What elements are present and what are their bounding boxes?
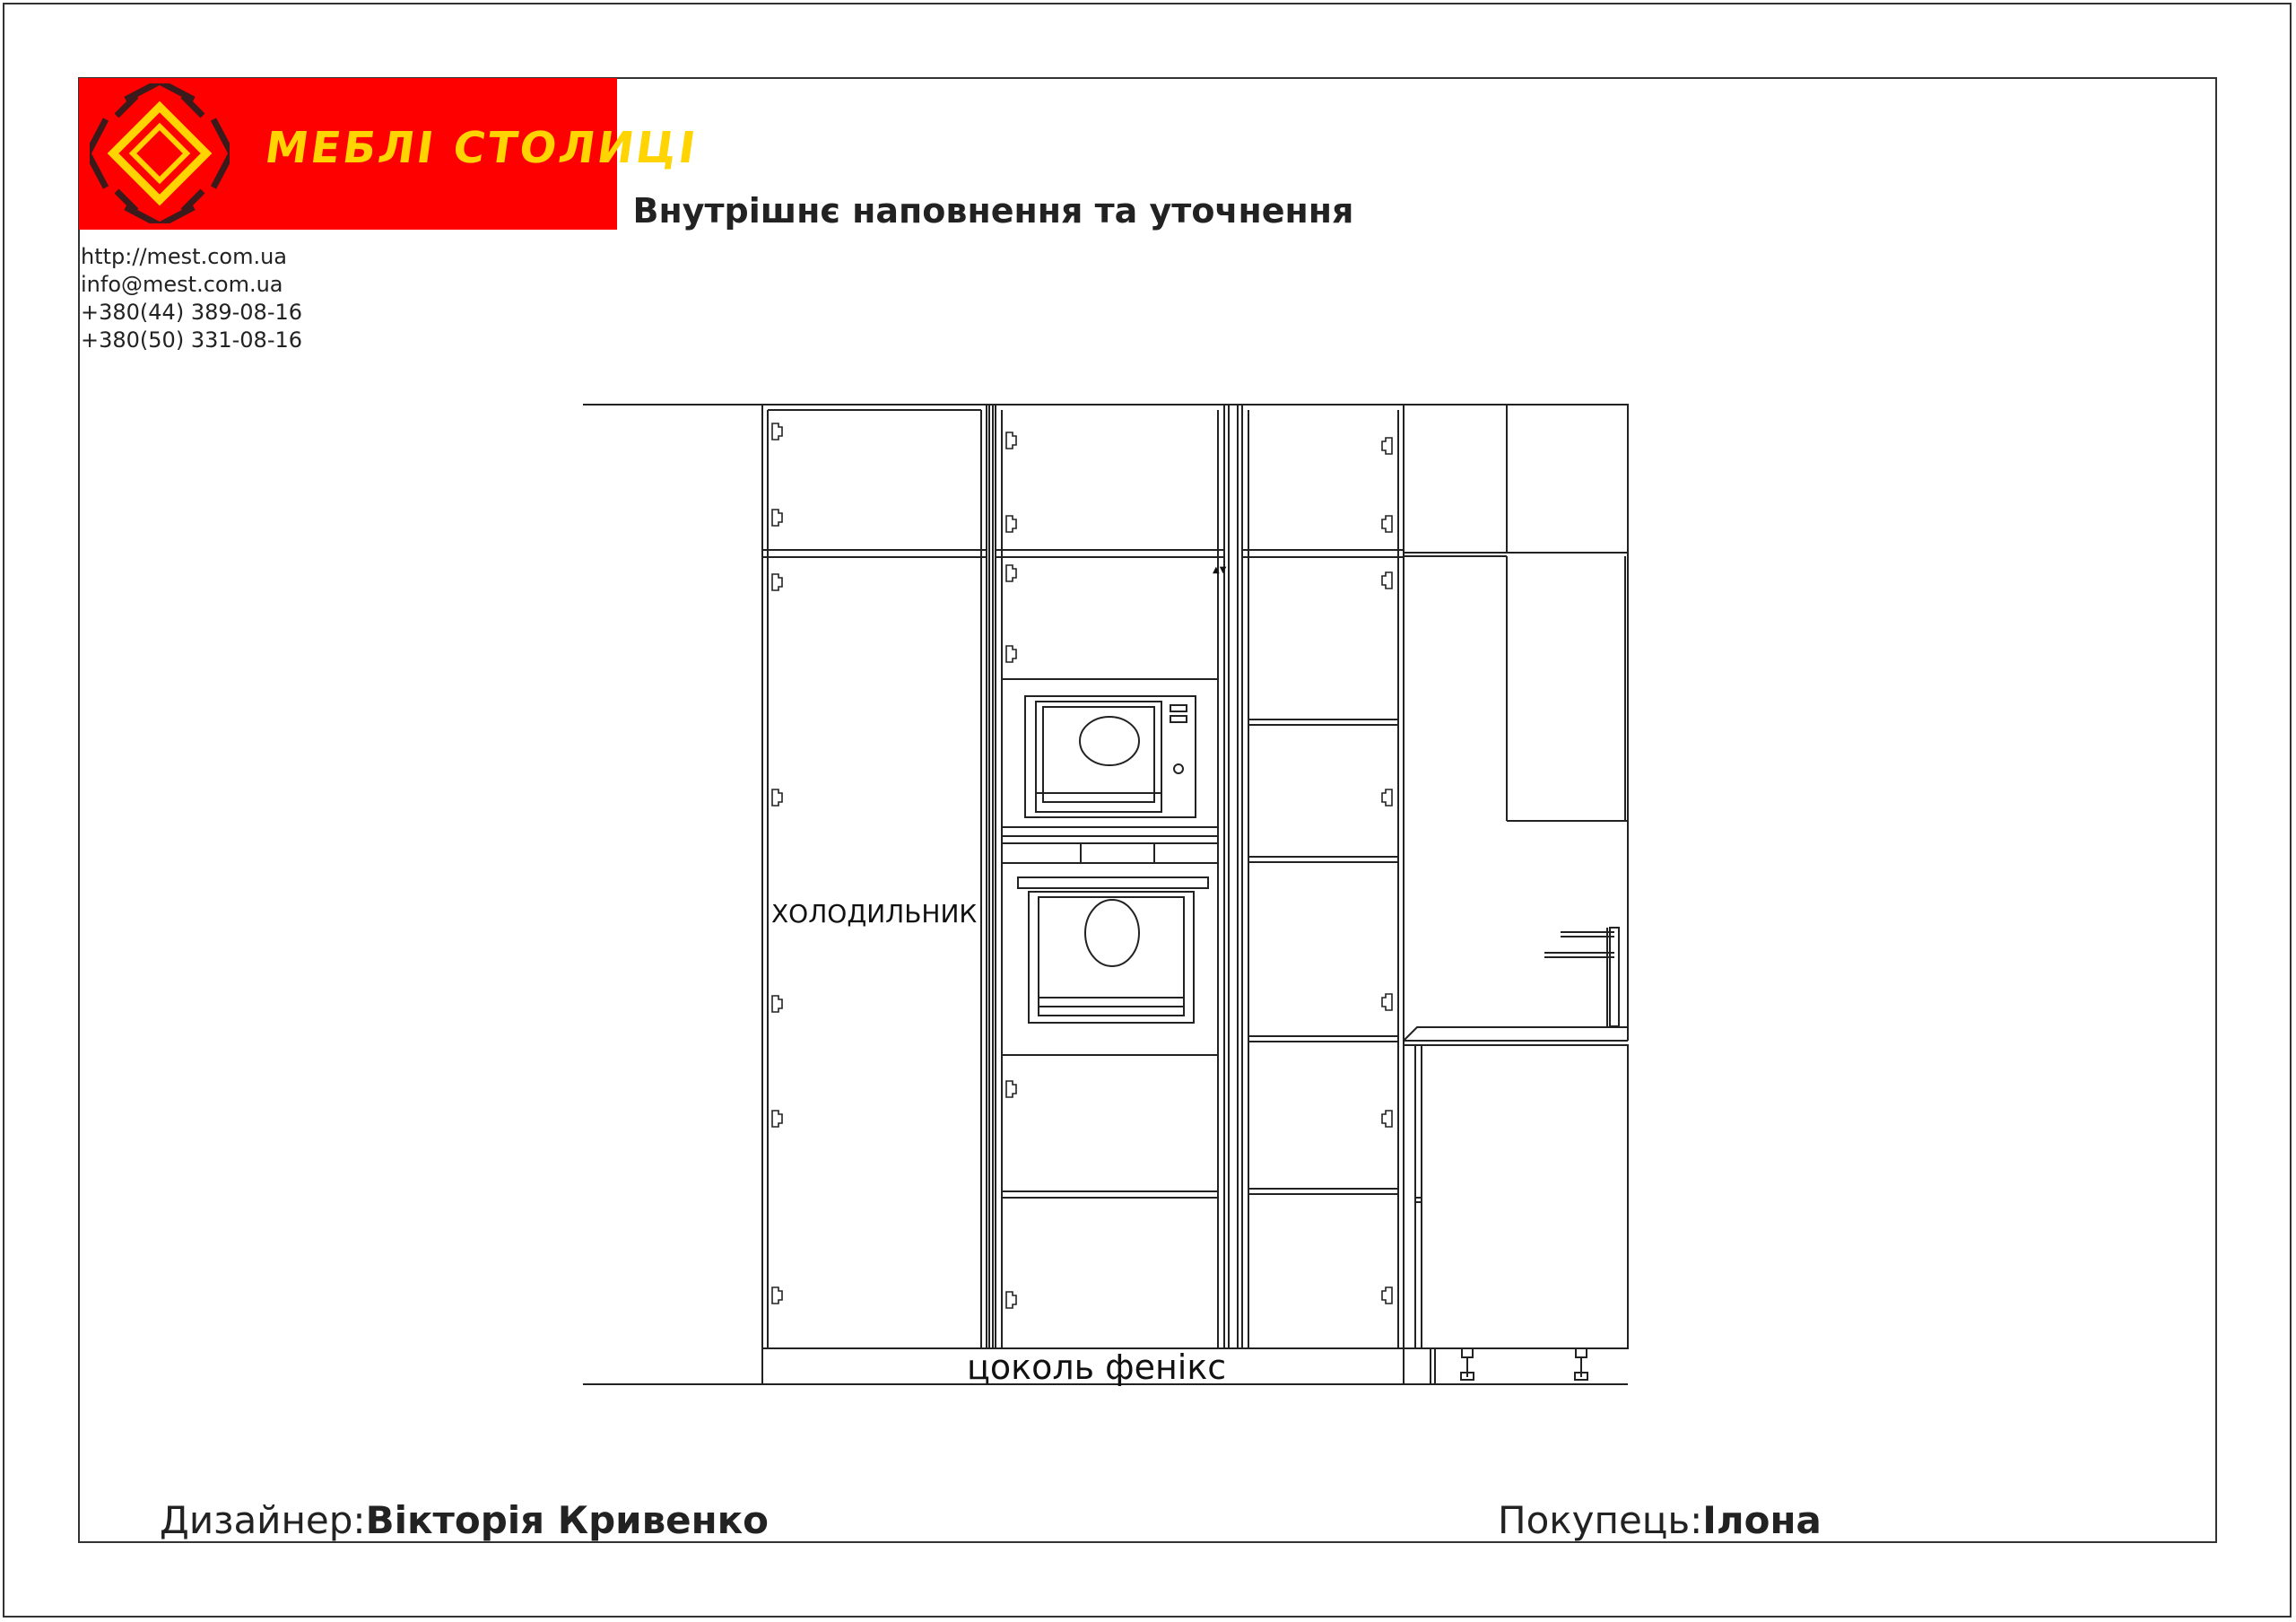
cabinet-shelf-column (1242, 405, 1404, 1348)
designer-credit (160, 1498, 769, 1542)
adjustable-leg-icon (1461, 1348, 1587, 1380)
phone-1: +380(44) 389-08-16 (81, 300, 303, 325)
base-cabinet (1404, 1027, 1628, 1384)
email-link[interactable]: info@mest.com.ua (81, 272, 283, 297)
buyer-name: Ілона (1702, 1498, 1822, 1542)
wall-cabinets (1404, 405, 1628, 1032)
designer-name: Вікторія Кривенко (365, 1498, 770, 1542)
hinge-icon (772, 423, 1392, 1308)
page-title: Внутрішнє наповнення та уточнення (632, 191, 1354, 231)
buyer-credit (1498, 1498, 1822, 1542)
cabinet-fridge-column (762, 405, 987, 1348)
wall-shelves (1544, 928, 1619, 1026)
brand-name: МЕБЛІ СТОЛИЦІ (262, 123, 701, 173)
website-link[interactable]: http://mest.com.ua (81, 244, 288, 269)
buyer-label: Покупець: (1498, 1498, 1703, 1542)
oven-icon (1002, 843, 1218, 1055)
svg-text:▲▼: ▲▼ (1213, 565, 1227, 575)
phone-2: +380(50) 331-08-16 (81, 327, 303, 353)
fridge-label: ХОЛОДИЛЬНИК (771, 899, 978, 929)
designer-label: Дизайнер: (160, 1498, 366, 1542)
microwave-icon (1002, 679, 1218, 843)
plinth-label: цоколь фенікс (967, 1347, 1227, 1387)
